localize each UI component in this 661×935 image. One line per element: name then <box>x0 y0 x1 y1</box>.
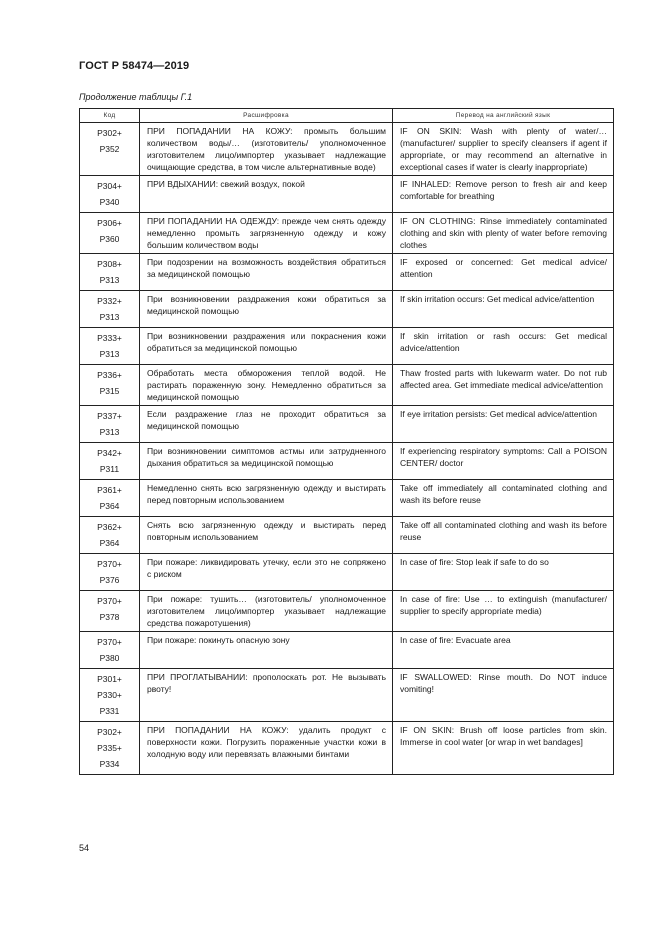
table-row <box>80 443 614 480</box>
code-cell: Р370+ Р376 <box>80 554 140 591</box>
table-row <box>80 554 614 591</box>
code-cell: Р362+ Р364 <box>80 517 140 554</box>
code-cell: Р370+ Р378 <box>80 591 140 632</box>
table-row <box>80 365 614 406</box>
decoding-cell: ПРИ ВДЫХАНИИ: свежий воздух, покой <box>140 176 393 213</box>
table-body <box>80 123 614 775</box>
code-cell: Р302+ Р335+ Р334 <box>80 722 140 775</box>
code-cell: Р370+ Р380 <box>80 632 140 669</box>
translation-cell: IF ON SKIN: Wash with plenty of water/… (manufacturer/ supplier to specify cleansers if agent if appropriate, or may recommend an alternative in exceptional cases if water is clearly inappropriate) <box>393 123 614 176</box>
decoding-cell: Снять всю загрязненную одежду и выстирать перед повторным использованием <box>140 517 393 554</box>
code-cell: Р333+ Р313 <box>80 328 140 365</box>
table-row <box>80 291 614 328</box>
document-header: ГОСТ Р 58474—2019 <box>79 60 190 72</box>
decoding-cell: Если раздражение глаз не проходит обратиться за медицинской помощью <box>140 406 393 443</box>
translation-cell: If experiencing respiratory symptoms: Call a POISON CENTER/ doctor <box>393 443 614 480</box>
translation-cell: Thaw frosted parts with lukewarm water. Do not rub affected area. Get immediate medical advice/attention <box>393 365 614 406</box>
table-row <box>80 328 614 365</box>
table-row <box>80 632 614 669</box>
table-row <box>80 123 614 176</box>
translation-cell: Take off all contaminated clothing and wash its before reuse <box>393 517 614 554</box>
decoding-cell: При подозрении на возможность воздействия обратиться за медицинской помощью <box>140 254 393 291</box>
decoding-cell: При пожаре: тушить… (изготовитель/ уполномоченное изготовителем лицо/импортер указывает надлежащие средства пожаротушения) <box>140 591 393 632</box>
code-cell: Р301+ Р330+ Р331 <box>80 669 140 722</box>
decoding-cell: При возникновении симптомов астмы или затрудненного дыхания обратиться за медицинской помощью <box>140 443 393 480</box>
table-row <box>80 254 614 291</box>
translation-cell: If skin irritation or rash occurs: Get medical advice/attention <box>393 328 614 365</box>
decoding-cell: ПРИ ПОПАДАНИИ НА ОДЕЖДУ: прежде чем снять одежду немедленно промыть загрязненную одежду и кожу большим количеством воды <box>140 213 393 254</box>
code-cell: Р308+ Р313 <box>80 254 140 291</box>
translation-cell: Take off immediately all contaminated clothing and wash its before reuse <box>393 480 614 517</box>
translation-cell: IF SWALLOWED: Rinse mouth. Do NOT induce vomiting! <box>393 669 614 722</box>
translation-cell: If skin irritation occurs: Get medical advice/attention <box>393 291 614 328</box>
column-header-code: Код <box>80 109 140 123</box>
code-cell: Р342+ Р311 <box>80 443 140 480</box>
translation-cell: In case of fire: Use … to extinguish (manufacturer/ supplier to specify appropriate media) <box>393 591 614 632</box>
translation-cell: IF INHALED: Remove person to fresh air and keep comfortable for breathing <box>393 176 614 213</box>
code-cell: Р336+ Р315 <box>80 365 140 406</box>
translation-cell: In case of fire: Evacuate area <box>393 632 614 669</box>
table-header-row <box>80 109 614 123</box>
table-row <box>80 406 614 443</box>
decoding-cell: При возникновении раздражения кожи обратиться за медицинской помощью <box>140 291 393 328</box>
table-caption: Продолжение таблицы Г.1 <box>79 92 193 102</box>
decoding-cell: Обработать места обморожения теплой водой. Не растирать пораженную зону. Немедленно обратиться за медицинской помощью <box>140 365 393 406</box>
page-number: 54 <box>79 843 90 853</box>
code-cell: Р306+ Р360 <box>80 213 140 254</box>
decoding-cell: ПРИ ПРОГЛАТЫВАНИИ: прополоскать рот. Не вызывать рвоту! <box>140 669 393 722</box>
table-row <box>80 480 614 517</box>
translation-cell: IF exposed or concerned: Get medical advice/ attention <box>393 254 614 291</box>
table-row <box>80 722 614 775</box>
code-cell: Р361+ Р364 <box>80 480 140 517</box>
phrases-table <box>79 108 614 775</box>
column-header-translation: Перевод на английский язык <box>393 109 614 123</box>
table-row <box>80 176 614 213</box>
decoding-cell: При возникновении раздражения или покраснения кожи обратиться за медицинской помощью <box>140 328 393 365</box>
column-header-decoding: Расшифровка <box>140 109 393 123</box>
table-row <box>80 591 614 632</box>
code-cell: Р304+ Р340 <box>80 176 140 213</box>
translation-cell: IF ON SKIN: Brush off loose particles from skin. Immerse in cool water [or wrap in wet bandages] <box>393 722 614 775</box>
translation-cell: IF ON CLOTHING: Rinse immediately contaminated clothing and skin with plenty of water before removing clothes <box>393 213 614 254</box>
decoding-cell: ПРИ ПОПАДАНИИ НА КОЖУ: промыть большим количеством воды/… (изготовитель/ уполномоченное изготовителем лицо/импортер указывает надлежащие очищающие средства, в том числе альтернативные воде) <box>140 123 393 176</box>
translation-cell: If eye irritation persists: Get medical advice/attention <box>393 406 614 443</box>
decoding-cell: Немедленно снять всю загрязненную одежду и выстирать перед повторным использованием <box>140 480 393 517</box>
code-cell: Р302+ Р352 <box>80 123 140 176</box>
code-cell: Р332+ Р313 <box>80 291 140 328</box>
table-row <box>80 517 614 554</box>
translation-cell: In case of fire: Stop leak if safe to do so <box>393 554 614 591</box>
code-cell: Р337+ Р313 <box>80 406 140 443</box>
decoding-cell: ПРИ ПОПАДАНИИ НА КОЖУ: удалить продукт с поверхности кожи. Погрузить пораженные участки кожи в холодную воду или перевязать влажными бинтами <box>140 722 393 775</box>
table-row <box>80 213 614 254</box>
decoding-cell: При пожаре: покинуть опасную зону <box>140 632 393 669</box>
decoding-cell: При пожаре: ликвидировать утечку, если это не сопряжено с риском <box>140 554 393 591</box>
table-row <box>80 669 614 722</box>
